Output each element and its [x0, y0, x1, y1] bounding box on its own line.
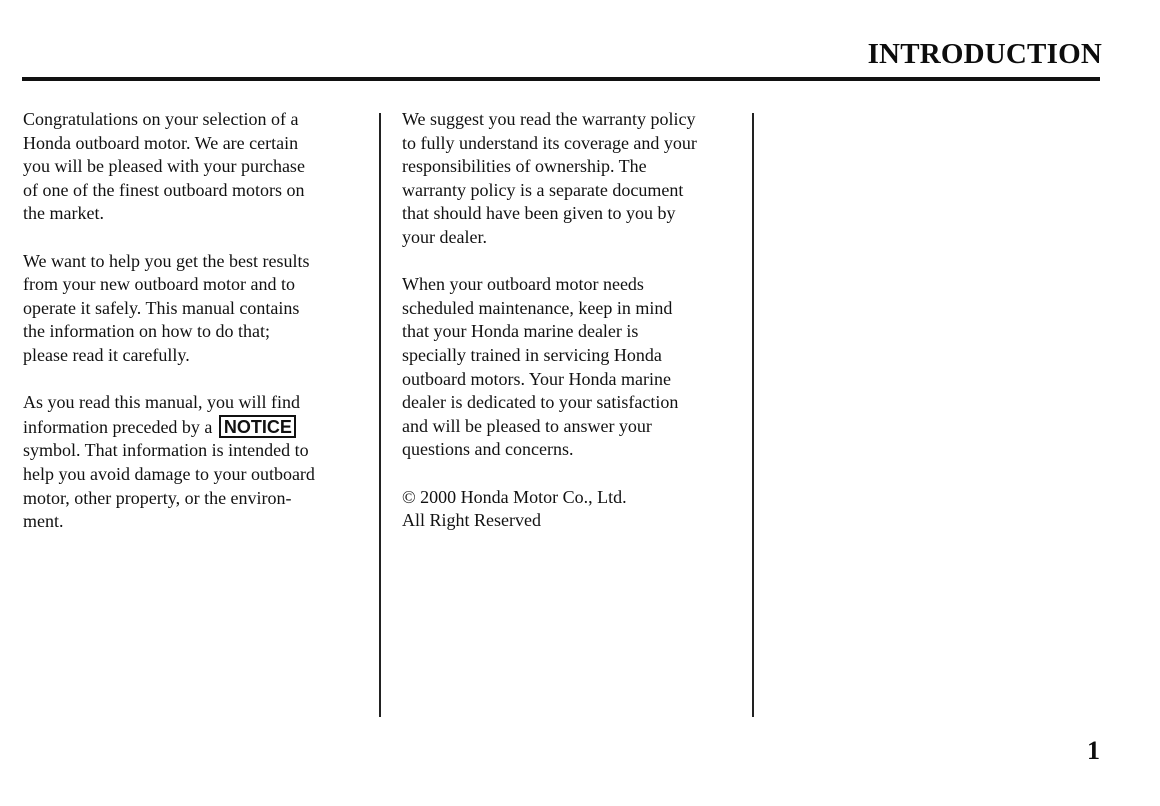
page-title: INTRODUCTION [867, 38, 1102, 70]
copyright-notice: © 2000 Honda Motor Co., Ltd. All Right Reserved [402, 486, 627, 531]
notice-paragraph-rest: symbol. That information is intended to help you avoid damage to your outboard motor, other property, or the environ- ment. [23, 440, 315, 532]
column-divider-right [752, 113, 754, 717]
intro-paragraph-warranty: We suggest you read the warranty policy to fully understand its coverage and your responsibilities of ownership. The warranty policy is a separate document that should have been given to you by your dealer. [402, 109, 697, 247]
header-rule [22, 77, 1100, 81]
intro-paragraph-maintenance: When your outboard motor needs scheduled maintenance, keep in mind that your Honda marine dealer is specially trained in servicing Honda outboard motors. Your Honda marine dealer is dedicated to your satisfaction and will be pleased to answer your questions and concerns. [402, 274, 679, 460]
notice-paragraph-line-1: As you read this manual, you will find [23, 392, 300, 413]
left-column [23, 108, 363, 557]
right-column [402, 108, 742, 556]
intro-paragraph-best-results: We want to help you get the best results from your new outboard motor and to operate it safely. This manual contains the information on how to do that; please read it carefully. [23, 250, 310, 365]
page-number: 1 [1087, 736, 1100, 765]
intro-paragraph-notice [23, 391, 363, 534]
notice-paragraph-line-2: information preceded by a [23, 416, 213, 437]
notice-symbol: NOTICE [219, 415, 296, 438]
column-divider-left [379, 113, 381, 717]
intro-paragraph-congratulations: Congratulations on your selection of a Honda outboard motor. We are certain you will be pleased with your purchase of one of the finest outboard motors on the market. [23, 109, 305, 224]
